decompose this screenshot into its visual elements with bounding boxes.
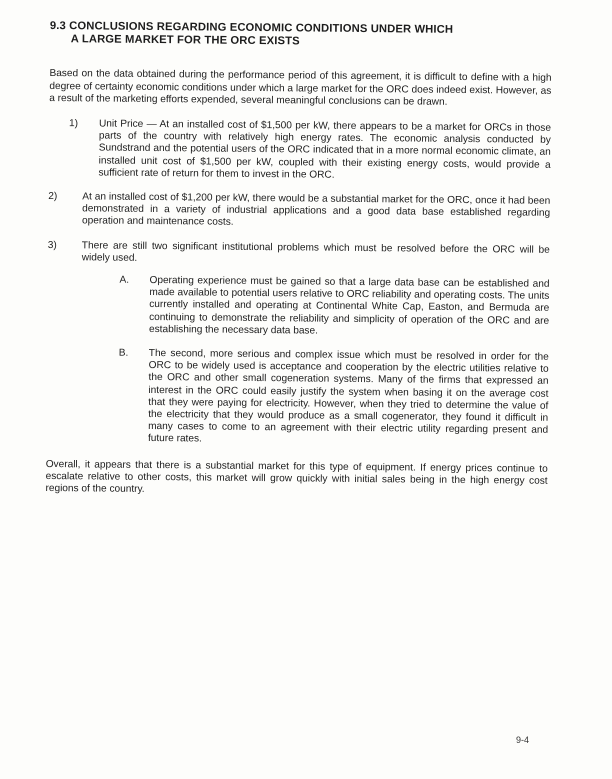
item-text: Unit Price — At an installed cost of $1,500 per kW, there appears to be a market for ORCs in those parts of the country with relatively high energy rates. The economic analysis conducted by Sundstrand and the potential users of the ORC indicated that in a more normal economic climate, an installed unit cost of $1,500 per kW, coupled with their existing energy costs, would provide a sufficient rate of return for them to invest in the ORC. [98, 118, 552, 181]
section-heading-line-2: A LARGE MARKET FOR THE ORC EXISTS [70, 33, 300, 48]
item-number: 2) [48, 191, 58, 203]
sub-item-list [80, 274, 550, 449]
sub-item-letter: B. [118, 347, 129, 359]
item-text: At an installed cost of $1,200 per kW, there would be a substantial market for the ORC, once it had been demonstrated in a variety of industrial applications and a good data base established regarding operation and maintenance costs. [82, 191, 551, 229]
numbered-item-2 [48, 191, 550, 232]
closing-paragraph: Overall, it appears that there is a substantial market for this type of equipment. If energy prices continue to escalate relative to other costs, this market will grow quickly with initial sales being in the high energy cost regions of the country. [45, 458, 548, 496]
section-heading-line-1: 9.3 CONCLUSIONS REGARDING ECONOMIC CONDITIONS UNDER WHICH [49, 20, 454, 36]
section-heading [50, 20, 552, 51]
intro-paragraph: Based on the data obtained during the performance period of this agreement, it is difficult to define with a high degree of certainty economic conditions under which a large market for the ORC does indeed exist. However, as a result of the marketing efforts expended, several meaningful conclusions can be drawn. [49, 68, 552, 108]
sub-item-b [100, 348, 549, 450]
numbered-item-3 [46, 240, 550, 450]
numbered-item-1 [48, 118, 551, 184]
item-text: There are still two significant institutional problems which must be resolved before the ORC will be widely used. [81, 239, 550, 264]
sub-item-a [101, 275, 550, 340]
sub-item-letter: A. [119, 274, 130, 286]
sub-item-text: Operating experience must be gained so that a large data base can be established and made available to potential users relative to ORC reliability and operating costs. The units currently installed and operating at Continental White Cap, Easton, and Bermuda are continuing to demonstrate the reliability and simplicity of operation of the ORC and are establishing the necessary data base. [148, 275, 550, 337]
page-content [45, 20, 552, 500]
item-number: 1) [68, 118, 79, 130]
item-number: 3) [47, 239, 57, 251]
sub-item-text: The second, more serious and complex issue which must be resolved in order for the ORC to be widely used is acceptance and cooperation by the electric utilities relative to the ORC and other small cogeneration systems. Many of the firms that expressed an interest in the ORC could easily justify the system when basing it on the average cost that they were paying for electricity. However, when they tried to determine the value of the electricity that they would produce as a small cogenerator, they found it difficult in many cases to come to an agreement with their electric utility regarding present and future rates. [147, 348, 549, 445]
page-number: 9-4 [516, 735, 530, 745]
